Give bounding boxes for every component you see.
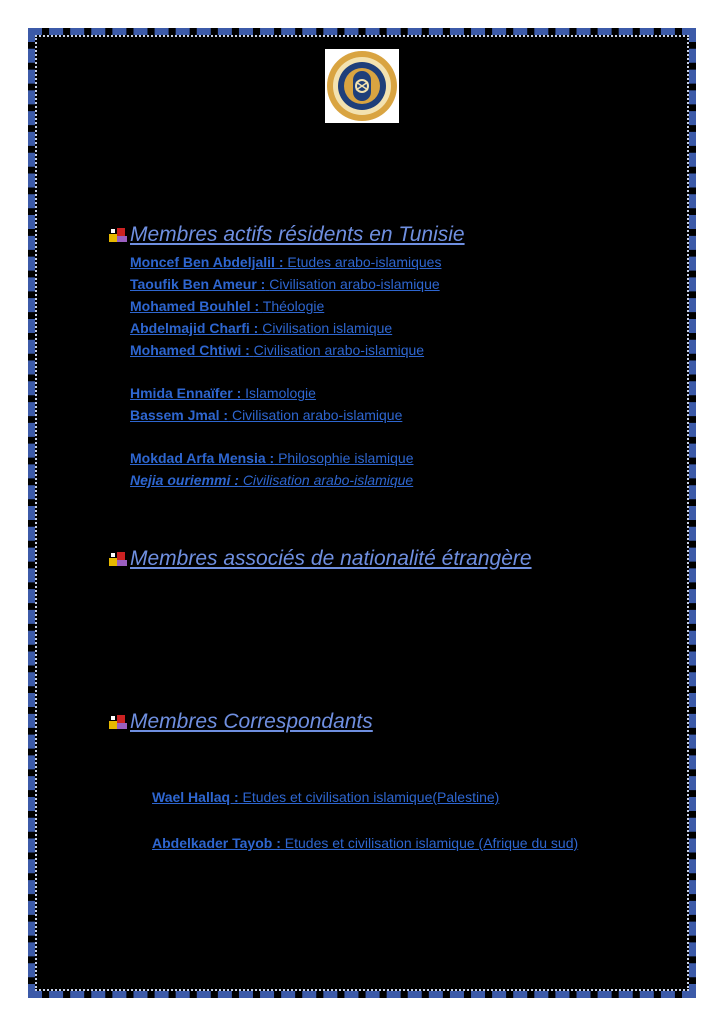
institution-logo: [325, 49, 399, 123]
member-name: Hmida Ennaïfer :: [130, 385, 242, 401]
member-field: Civilisation arabo-islamique: [242, 472, 414, 488]
member-link[interactable]: [130, 472, 413, 489]
section-title-label: Membres associés de nationalité étrangère: [130, 547, 532, 570]
member-link[interactable]: [130, 320, 392, 337]
bullet-icon: [108, 226, 128, 244]
member-link[interactable]: [130, 276, 440, 293]
member-name: Bassem Jmal :: [130, 407, 229, 423]
member-name: Nejia ouriemmi :: [130, 472, 239, 488]
page-border: [28, 28, 696, 998]
member-link[interactable]: [130, 450, 413, 467]
member-link[interactable]: [130, 407, 402, 424]
member-field: Etudes arabo-islamiques: [287, 254, 442, 270]
section-title-corresponding-members[interactable]: [108, 710, 373, 734]
bullet-icon: [108, 713, 128, 731]
member-field: Etudes et civilisation islamique (Afrique du sud): [284, 835, 579, 851]
member-field: Civilisation arabo-islamique: [253, 342, 425, 358]
member-name: Mohamed Chtiwi :: [130, 342, 250, 358]
member-field: Islamologie: [245, 385, 316, 401]
member-link[interactable]: [152, 835, 578, 852]
member-name: Abdelkader Tayob :: [152, 835, 281, 851]
member-link[interactable]: [130, 342, 424, 359]
member-name: Taoufik Ben Ameur :: [130, 276, 266, 292]
member-link[interactable]: [130, 298, 324, 315]
member-name: Moncef Ben Abdeljalil :: [130, 254, 284, 270]
section-title-label: Membres Correspondants: [130, 710, 373, 733]
member-link[interactable]: [152, 789, 499, 806]
member-field: Théologie: [262, 298, 325, 314]
member-link[interactable]: [130, 385, 316, 402]
member-name: Mokdad Arfa Mensia :: [130, 450, 275, 466]
member-field: Civilisation arabo-islamique: [231, 407, 403, 423]
member-field: Philosophie islamique: [278, 450, 414, 466]
bullet-icon: [108, 550, 128, 568]
section-title-active-members[interactable]: [108, 223, 465, 247]
section-title-associate-members[interactable]: [108, 547, 532, 571]
member-link[interactable]: [130, 254, 441, 271]
member-field: Etudes et civilisation islamique(Palestine): [242, 789, 500, 805]
member-field: Civilisation islamique: [262, 320, 393, 336]
member-field: Civilisation arabo-islamique: [269, 276, 440, 292]
member-name: Mohamed Bouhlel :: [130, 298, 260, 314]
member-name: Abdelmajid Charfi :: [130, 320, 259, 336]
member-name: Wael Hallaq :: [152, 789, 239, 805]
section-title-label: Membres actifs résidents en Tunisie: [130, 223, 465, 246]
